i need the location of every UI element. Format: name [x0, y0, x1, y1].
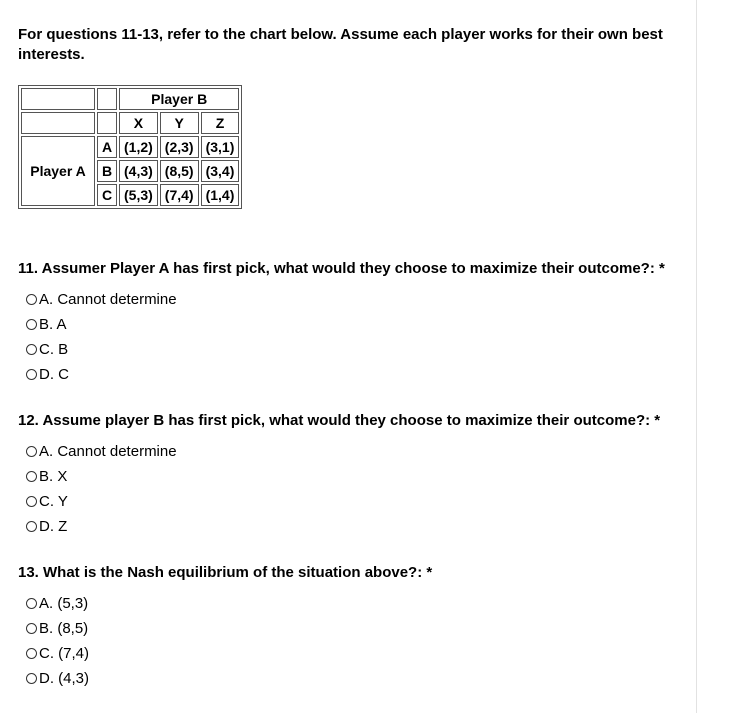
question-13 [18, 563, 688, 691]
option-label: C. Y [39, 493, 68, 510]
radio-button[interactable] [26, 446, 37, 457]
table-row [21, 136, 239, 158]
table-header-row [21, 88, 239, 110]
question-text: 12. Assume player B has first pick, what would they choose to maximize their outcome?: * [18, 412, 661, 429]
table-column-row [21, 112, 239, 134]
option-label: D. C [39, 366, 69, 383]
radio-button[interactable] [26, 319, 37, 330]
option-label: D. Z [39, 518, 68, 535]
question-text: 13. What is the Nash equilibrium of the situation above?: * [18, 564, 433, 581]
payoff-cell: (5,3) [119, 184, 158, 206]
answer-option[interactable] [26, 312, 688, 337]
answer-option[interactable] [26, 514, 688, 539]
empty-cell [21, 112, 95, 134]
answer-options [18, 591, 688, 691]
payoff-cell: (3,1) [201, 136, 240, 158]
column-header: Z [201, 112, 240, 134]
answer-option[interactable] [26, 287, 688, 312]
payoff-cell: (3,4) [201, 160, 240, 182]
answer-option[interactable] [26, 464, 688, 489]
payoff-cell: (8,5) [160, 160, 199, 182]
payoff-cell: (1,2) [119, 136, 158, 158]
answer-option[interactable] [26, 666, 688, 691]
answer-option[interactable] [26, 616, 688, 641]
option-label: A. Cannot determine [39, 291, 177, 308]
answer-options [18, 439, 688, 539]
option-label: C. B [39, 341, 69, 358]
option-label: D. (4,3) [39, 670, 90, 687]
radio-button[interactable] [26, 598, 37, 609]
answer-option[interactable] [26, 439, 688, 464]
option-label: C. (7,4) [39, 645, 90, 662]
answer-option[interactable] [26, 489, 688, 514]
radio-button[interactable] [26, 471, 37, 482]
row-label: B [97, 160, 117, 182]
answer-option[interactable] [26, 362, 688, 387]
column-header: Y [160, 112, 199, 134]
player-a-header: Player A [21, 136, 95, 206]
payoff-table [18, 85, 242, 209]
radio-button[interactable] [26, 673, 37, 684]
payoff-cell: (2,3) [160, 136, 199, 158]
empty-cell [21, 88, 95, 110]
radio-button[interactable] [26, 369, 37, 380]
option-label: A. Cannot determine [39, 443, 177, 460]
payoff-cell: (4,3) [119, 160, 158, 182]
payoff-cell: (7,4) [160, 184, 199, 206]
option-label: B. A [39, 316, 67, 333]
intro-text: For questions 11-13, refer to the chart below. Assume each player works for their own best interests. [18, 26, 663, 63]
empty-cell [97, 112, 117, 134]
column-header: X [119, 112, 158, 134]
question-12 [18, 411, 688, 539]
radio-button[interactable] [26, 294, 37, 305]
radio-button[interactable] [26, 623, 37, 634]
radio-button[interactable] [26, 496, 37, 507]
question-11 [18, 259, 688, 387]
payoff-cell: (1,4) [201, 184, 240, 206]
radio-button[interactable] [26, 648, 37, 659]
radio-button[interactable] [26, 344, 37, 355]
option-label: A. (5,3) [39, 595, 89, 612]
answer-option[interactable] [26, 591, 688, 616]
empty-cell [97, 88, 117, 110]
player-b-header: Player B [119, 88, 239, 110]
row-label: A [97, 136, 117, 158]
option-label: B. (8,5) [39, 620, 89, 637]
question-text: 11. Assumer Player A has first pick, what would they choose to maximize their outcome?: * [18, 260, 665, 277]
answer-options [18, 287, 688, 387]
radio-button[interactable] [26, 521, 37, 532]
answer-option[interactable] [26, 337, 688, 362]
row-label: C [97, 184, 117, 206]
answer-option[interactable] [26, 641, 688, 666]
option-label: B. X [39, 468, 68, 485]
